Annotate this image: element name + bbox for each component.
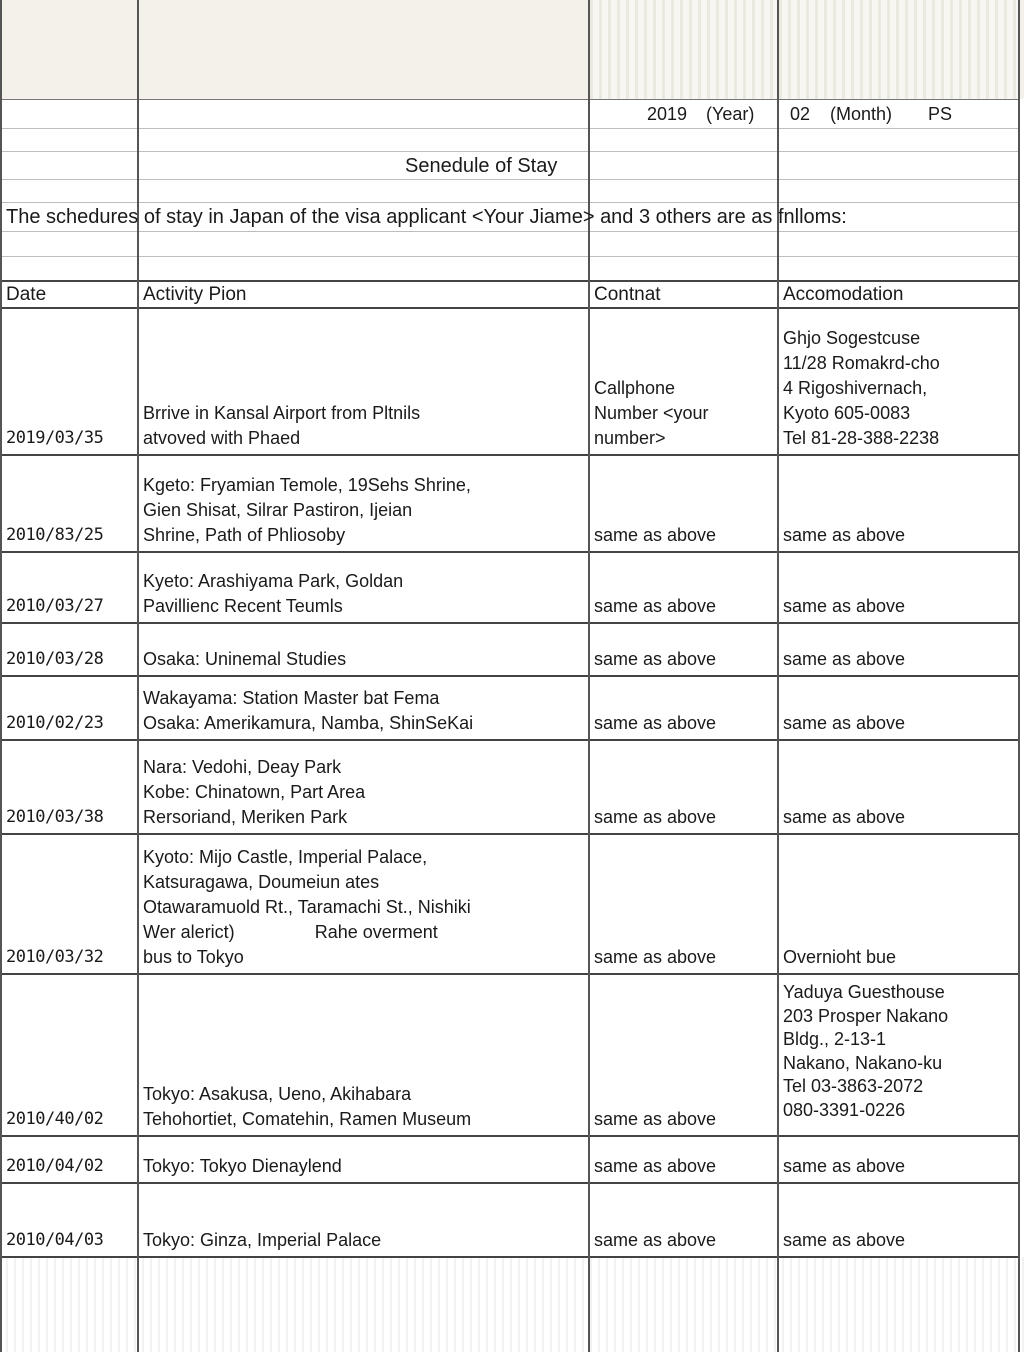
table-row-date: 2010/04/02 [6,1156,104,1176]
column-header-date: Date [6,284,47,305]
header-band [0,0,1024,99]
table-row-date: 2010/03/32 [6,947,104,967]
table-row-date: 2010/04/03 [6,1230,104,1250]
grid-line [0,151,1020,152]
table-row-date: 2010/03/28 [6,649,104,669]
grid-line [0,179,1020,180]
footer-band [0,1257,1024,1352]
year-label: (Year) [706,104,755,124]
column-line [0,0,2,1352]
table-row-accommodation: same as above [783,807,906,827]
column-line [1018,0,1020,1352]
table-row-activity: Brrive in Kansal Airport from Pltnils atvoved with Phaed [143,403,421,448]
table-row-date: 2010/40/02 [6,1109,104,1129]
table-row-contact: same as above [594,807,717,827]
table-row-activity: Tokyo: Tokyo Dienaylend [143,1156,342,1176]
grid-line [0,202,1020,203]
table-row-contact: same as above [594,1230,717,1250]
table-row-activity: Kyoto: Mijo Castle, Imperial Palace, Katsuragawa, Doumeiun ates Otawaramuold Rt., Taramachi St., Nishiki Wer alerict) Rahe overment bus to Tokyo [143,847,471,967]
table-row-accommodation: same as above [783,713,906,733]
table-row-accommodation: Ghjo Sogestcuse 11/28 Romakrd-cho 4 Rigoshivernach, Kyoto 605-0083 Tel 81-28-388-2238 [783,328,940,448]
grid-line [0,128,1020,129]
table-row-accommodation: Overnioht bue [783,947,897,967]
month-label: (Month) [830,104,893,124]
table-row-contact: same as above [594,649,717,669]
table-row-date: 2019/03/35 [6,428,104,448]
grid-line [0,99,1020,100]
table-row-accommodation: same as above [783,596,906,616]
table-row-accommodation: same as above [783,649,906,669]
intro-text: The schedures of stay in Japan of the visa applicant <Your Jiame> and 3 others are as fnlloms: [6,206,847,228]
table-row-activity: Kyeto: Arashiyama Park, Goldan Pavillienc Recent Teumls [143,571,404,616]
suffix-label: PS [928,104,953,124]
column-line [137,0,139,1352]
table-row-date: 2010/83/25 [6,525,104,545]
table-row-contact: same as above [594,713,717,733]
column-header-accommodation: Accomodation [783,284,904,305]
table-line [0,280,1020,282]
table-row-activity: Kgeto: Fryamian Temole, 19Sehs Shrine, Gien Shisat, Silrar Pastiron, Ijeian Shrine, Path of Phliosoby [143,475,471,545]
table-row-activity: Tokyo: Ginza, Imperial Palace [143,1230,382,1250]
year-value: 2019 [647,104,688,124]
table-row-date: 2010/02/23 [6,713,104,733]
table-row-accommodation: same as above [783,1156,906,1176]
page-title: Senedule of Stay [405,155,558,177]
table-row-activity: Osaka: Uninemal Studies [143,649,347,669]
table-row-activity: Tokyo: Asakusa, Ueno, Akihabara Tehohortiet, Comatehin, Ramen Museum [143,1084,472,1129]
table-row-activity: Nara: Vedohi, Deay Park Kobe: Chinatown, Part Area Rersoriand, Meriken Park [143,757,366,827]
column-header-activity: Activity Pion [143,284,247,305]
table-row-date: 2010/03/27 [6,596,104,616]
table-row-contact: same as above [594,1156,717,1176]
table-row-contact: same as above [594,596,717,616]
table-line [0,1256,1020,1258]
table-row-contact: same as above [594,947,717,967]
table-row-contact: same as above [594,525,717,545]
grid-line [0,256,1020,257]
table-row-contact: same as above [594,1109,717,1129]
column-header-contact: Contnat [594,284,661,305]
column-line [588,0,590,1352]
table-row-activity: Wakayama: Station Master bat Fema Osaka: Amerikamura, Namba, ShinSeKai [143,688,474,733]
table-row-date: 2010/03/38 [6,807,104,827]
table-row-contact: Callphone Number <your number> [594,378,709,448]
column-line [777,0,779,1352]
table-row-accommodation: same as above [783,1230,906,1250]
month-value: 02 [790,104,811,124]
grid-line [0,231,1020,232]
table-row-accommodation: Yaduya Guesthouse 203 Prosper Nakano Bldg., 2-13-1 Nakano, Nakano-ku Tel 03-3863-2072 080-3391-0226 [783,982,949,1120]
table-row-accommodation: same as above [783,525,906,545]
